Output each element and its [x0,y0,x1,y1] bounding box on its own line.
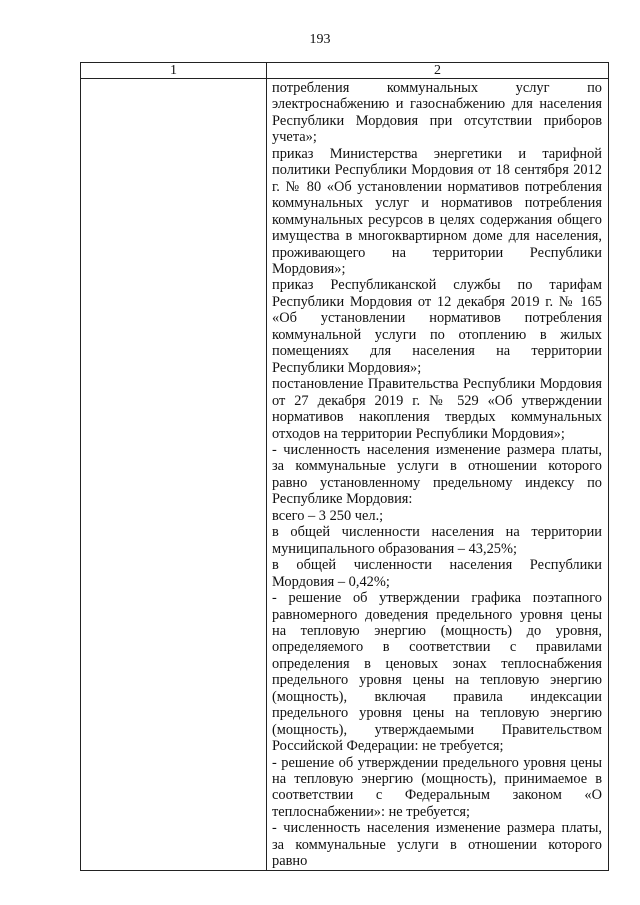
page-number: 193 [309,32,331,47]
column-1-cell [81,79,267,871]
table-header-row [81,63,609,79]
paragraph: - решение об утверждении предельного уровня цены на тепловую энергию (мощность), принимаемое в соответствии с Федеральным законом «О теплоснабжении»: не требуется; [272,754,602,820]
column-2-header: 2 [267,63,609,79]
paragraph: приказ Министерства энергетики и тарифной политики Республики Мордовия от 18 сентября 2012 г. № 80 «Об установлении нормативов потребления коммунальных услуг и нормативов потребления коммунальных ресурсов в целях содержания общего имущества в многоквартирном доме для населения, проживающего на территории Республики Мордовия»; [272,145,602,277]
column-1-header: 1 [81,63,267,79]
paragraph: - решение об утверждении графика поэтапного равномерного доведения предельного уровня цены на тепловую энергию (мощность) до уровня, определяемого в соответствии с правилами определения в ценовых зонах теплоснабжения предельного уровня цены на тепловую энергию (мощность), включая правила индексации предельного уровня цены на тепловую энергию (мощность), утверждаемыми Правительством Российской Федерации: не требуется; [272,590,602,755]
paragraph: в общей численности населения Республики Мордовия – 0,42%; [272,557,602,590]
table-row [81,79,609,871]
paragraph: всего – 3 250 чел.; [272,507,384,524]
paragraph: потребления коммунальных услуг по электроснабжению и газоснабжению для населения Республики Мордовия при отсутствии приборов учета»; [272,80,602,146]
paragraph: - численность населения изменение размера платы, за коммунальные услуги в отношении которого равно установленному предельному индексу по Республике Мордовия: [272,441,602,508]
column-2-cell [267,79,609,871]
document-table [80,62,609,871]
column-2-content [267,79,608,870]
paragraph: приказ Республиканской службы по тарифам Республики Мордовия от 12 декабря 2019 г. № 165 «Об установлении нормативов потребления коммунальной услуги по отоплению в жилых помещениях для населения на территории Республики Мордовия»; [272,277,602,376]
paragraph: постановление Правительства Республики Мордовия от 27 декабря 2019 г. № 529 «Об утверждении нормативов накопления твердых коммунальных отходов на территории Республики Мордовия»; [272,376,602,442]
paragraph: - численность населения изменение размера платы, за коммунальные услуги в отношении которого равно [272,820,602,870]
paragraph: в общей численности населения на территории муниципального образования – 43,25%; [272,524,602,557]
